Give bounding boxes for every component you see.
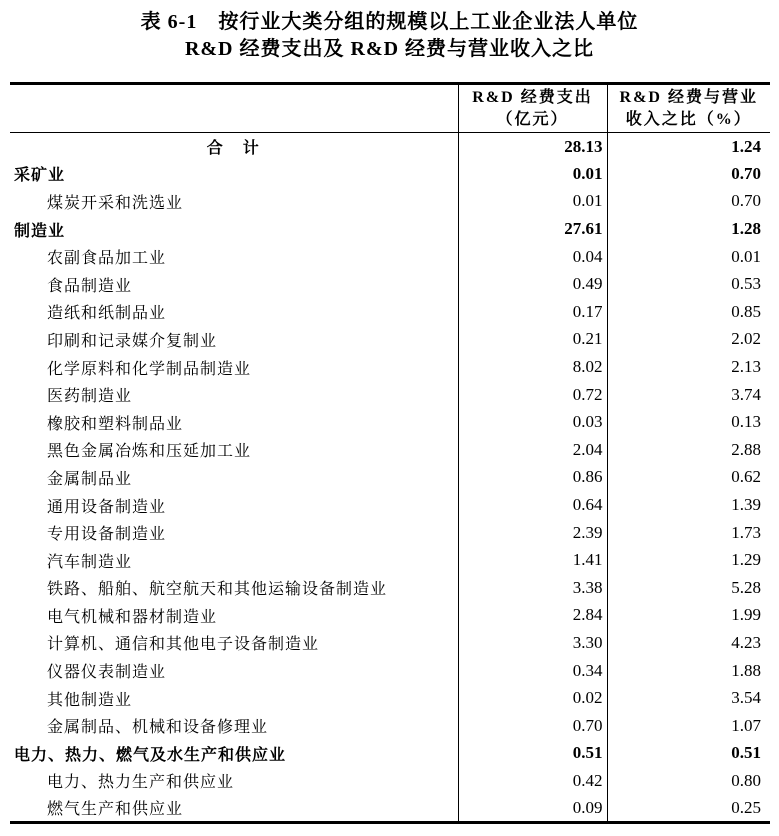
rd-expenditure-value: 2.84: [458, 602, 607, 630]
header-cell-industry: [10, 84, 458, 133]
rd-ratio-value: 0.62: [607, 464, 770, 492]
rd-expenditure-value: 28.13: [458, 133, 607, 161]
industry-label: 农副食品加工业: [47, 250, 167, 268]
rd-expenditure-value: 1.41: [458, 546, 607, 574]
industry-label: 汽车制造业: [47, 553, 133, 571]
industry-label: 电力、热力生产和供应业: [47, 774, 235, 792]
rd-ratio-value: 0.25: [607, 795, 770, 823]
industry-label: 医药制造业: [47, 388, 133, 406]
rd-expenditure-value: 0.49: [458, 270, 607, 298]
table-row: [10, 795, 770, 823]
table-row: [10, 326, 770, 354]
table-body: [10, 133, 770, 823]
rd-ratio-value: 1.28: [607, 215, 770, 243]
rd-expenditure-value: 27.61: [458, 215, 607, 243]
industry-label: 计算机、通信和其他电子设备制造业: [47, 636, 320, 654]
rd-ratio-value: 2.02: [607, 326, 770, 354]
industry-label: 造纸和纸制品业: [47, 305, 167, 323]
rd-expenditure-value: 0.09: [458, 795, 607, 823]
table-row: [10, 684, 770, 712]
table-row: [10, 519, 770, 547]
rd-ratio-value: 2.13: [607, 353, 770, 381]
table-row: [10, 740, 770, 768]
rd-expenditure-value: 0.42: [458, 767, 607, 795]
table-row: [10, 160, 770, 188]
table-row: [10, 353, 770, 381]
header-rd-ratio-line2: 收入之比（%）: [625, 110, 752, 128]
header-row: [10, 84, 770, 133]
industry-label: 其他制造业: [47, 691, 133, 709]
table-title-line2: R&D 经费支出及 R&D 经费与营业收入之比: [184, 38, 595, 60]
rd-ratio-value: 0.85: [607, 298, 770, 326]
table-row: [10, 215, 770, 243]
rd-expenditure-value: 2.39: [458, 519, 607, 547]
industry-label: 电力、热力、燃气及水生产和供应业: [14, 746, 287, 764]
table-row: [10, 712, 770, 740]
table-row: [10, 629, 770, 657]
rd-ratio-value: 0.53: [607, 270, 770, 298]
rd-ratio-value: 1.24: [607, 133, 770, 161]
rd-expenditure-value: 0.70: [458, 712, 607, 740]
rd-expenditure-value: 0.01: [458, 188, 607, 216]
industry-label: 铁路、船舶、航空航天和其他运输设备制造业: [47, 581, 388, 599]
rd-expenditure-value: 0.21: [458, 326, 607, 354]
rd-expenditure-value: 3.30: [458, 629, 607, 657]
rd-ratio-value: 2.88: [607, 436, 770, 464]
rd-ratio-value: 1.39: [607, 491, 770, 519]
industry-label: 通用设备制造业: [47, 498, 167, 516]
rd-ratio-value: 0.70: [607, 188, 770, 216]
rd-ratio-value: 1.29: [607, 546, 770, 574]
industry-label: 煤炭开采和洗选业: [47, 194, 184, 212]
table-row: [10, 381, 770, 409]
table-row: [10, 602, 770, 630]
industry-label: 专用设备制造业: [47, 526, 167, 544]
rd-ratio-value: 0.01: [607, 243, 770, 271]
rd-ratio-value: 4.23: [607, 629, 770, 657]
industry-label: 制造业: [14, 222, 66, 240]
table-row: [10, 657, 770, 685]
header-rd-ratio-line1: R&D 经费与营业: [619, 88, 758, 106]
rd-expenditure-value: 0.02: [458, 684, 607, 712]
industry-label: 食品制造业: [47, 277, 133, 295]
rd-ratio-value: 3.74: [607, 381, 770, 409]
industry-label: 燃气生产和供应业: [47, 801, 184, 819]
table-row: [10, 464, 770, 492]
industry-label: 采矿业: [14, 167, 66, 185]
rd-expenditure-value: 0.01: [458, 160, 607, 188]
table-header: [10, 84, 770, 133]
rd-ratio-value: 3.54: [607, 684, 770, 712]
industry-label: 黑色金属冶炼和压延加工业: [47, 443, 252, 461]
industry-label: 电气机械和器材制造业: [47, 608, 218, 626]
rd-expenditure-value: 2.04: [458, 436, 607, 464]
header-rd-expenditure-line2: （亿元）: [496, 110, 569, 128]
table-row: [10, 270, 770, 298]
industry-label: 金属制品、机械和设备修理业: [47, 719, 269, 737]
industry-label: 仪器仪表制造业: [47, 664, 167, 682]
rd-ratio-value: 0.51: [607, 740, 770, 768]
rd-ratio-value: 0.70: [607, 160, 770, 188]
industry-label: 化学原料和化学制品制造业: [47, 360, 252, 378]
rd-ratio-value: 0.80: [607, 767, 770, 795]
rd-expenditure-value: 0.72: [458, 381, 607, 409]
header-cell-rd-ratio: [607, 84, 770, 133]
rd-expenditure-value: 0.04: [458, 243, 607, 271]
rd-expenditure-value: 0.86: [458, 464, 607, 492]
rd-ratio-value: 1.73: [607, 519, 770, 547]
industry-label: 印刷和记录媒介复制业: [47, 332, 218, 350]
rd-expenditure-table: [10, 82, 770, 824]
header-rd-expenditure-line1: R&D 经费支出: [472, 88, 593, 106]
industry-label: 金属制品业: [47, 470, 133, 488]
rd-ratio-value: 1.88: [607, 657, 770, 685]
rd-ratio-value: 0.13: [607, 408, 770, 436]
rd-ratio-value: 5.28: [607, 574, 770, 602]
table-row: [10, 133, 770, 161]
table-row: [10, 767, 770, 795]
rd-expenditure-value: 0.03: [458, 408, 607, 436]
table-row: [10, 574, 770, 602]
industry-label: 合 计: [206, 140, 261, 158]
rd-expenditure-value: 0.34: [458, 657, 607, 685]
rd-expenditure-value: 0.51: [458, 740, 607, 768]
rd-ratio-value: 1.07: [607, 712, 770, 740]
rd-expenditure-value: 0.64: [458, 491, 607, 519]
table-title-line1: 表 6-1 按行业大类分组的规模以上工业企业法人单位: [140, 11, 639, 33]
rd-ratio-value: 1.99: [607, 602, 770, 630]
rd-expenditure-value: 8.02: [458, 353, 607, 381]
table-container: [10, 82, 770, 824]
header-cell-rd-expenditure: [458, 84, 607, 133]
rd-expenditure-value: 3.38: [458, 574, 607, 602]
table-row: [10, 243, 770, 271]
table-row: [10, 436, 770, 464]
table-row: [10, 546, 770, 574]
industry-label: 橡胶和塑料制品业: [47, 415, 184, 433]
table-row: [10, 188, 770, 216]
table-row: [10, 298, 770, 326]
rd-expenditure-value: 0.17: [458, 298, 607, 326]
table-row: [10, 491, 770, 519]
table-title: [0, 9, 779, 63]
table-row: [10, 408, 770, 436]
